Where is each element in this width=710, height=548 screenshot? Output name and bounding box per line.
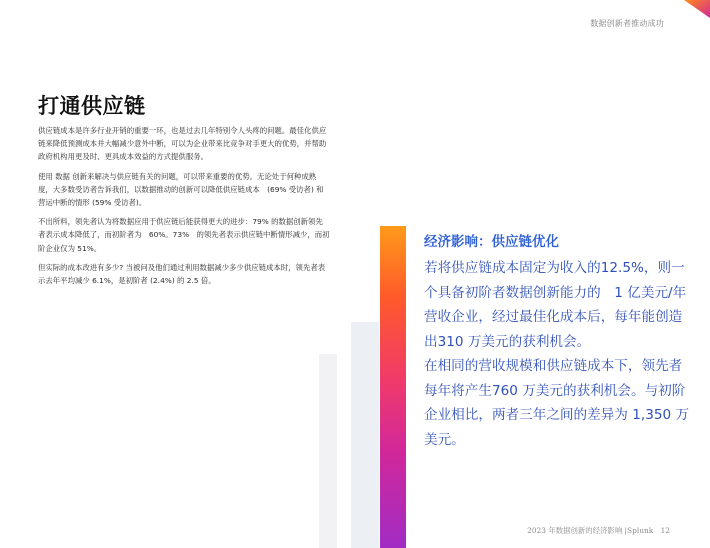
- body-paragraph: 但实际的成本改进有多少? 当被问及他们通过利用数据减少多少供应链成本时，领先者表示去年平均减少 6.1%，是初阶者 (2.4%) 的 2.5 倍。: [38, 262, 326, 286]
- callout-paragraph: 在相同的营收规模和供应链成本下，领先者每年将产生760 万美元的获利机会。与初阶企业相比，两者三年之间的差异为 1,350 万美元。: [424, 358, 690, 448]
- body-paragraph: 供应链成本是许多行业开销的重要一环，也是过去几年特别令人头疼的问题。最佳化供应链来降低预测成本并大幅减少意外中断，可以为企业带来比竞争对手更大的优势，并帮助政府机构用更及时、更具成本效益的方式提供服务。: [38, 126, 327, 162]
- body-paragraph: 不出所料，领先者认为将数据应用于供应链后能获得更大的进步：79% 的数据创新领先者表示成本降低了，而初阶者为 60%。73% 的领先者表示供应链中断情形减少，而初阶企业仅为 51%。: [38, 217, 330, 253]
- page-footer: 2023 年数据创新的经济影响 |Splunk 12: [527, 526, 670, 535]
- body-paragraph: 使用 数据 创新来解决与供应链有关的问题，可以带来重要的优势。无论处于何种成熟度，大多数受访者告诉我们，以数据推动的创新可以降低供应链成本 (69% 受访者) 和营运中断的情形 (59% 受访者)。: [38, 171, 324, 208]
- economic-impact-callout: [424, 230, 694, 452]
- decorative-bar-grey-tall: [351, 322, 379, 548]
- decorative-bar-gradient: [380, 226, 406, 548]
- section-header-label: 数据创新者推动成功: [590, 19, 664, 28]
- callout-heading: 经济影响：供应链优化: [424, 234, 559, 250]
- decorative-bar-grey-short: [319, 354, 337, 548]
- callout-paragraph: 若将供应链成本固定为收入的12.5%，则一个具备初阶者数据创新能力的 1 亿美元/年营收企业，经过最佳化成本后，每年能创造出310 万美元的获利机会。: [424, 260, 687, 350]
- body-text: [38, 124, 330, 293]
- page-title: 打通供应链: [38, 94, 146, 118]
- corner-accent-triangle: [684, 0, 710, 18]
